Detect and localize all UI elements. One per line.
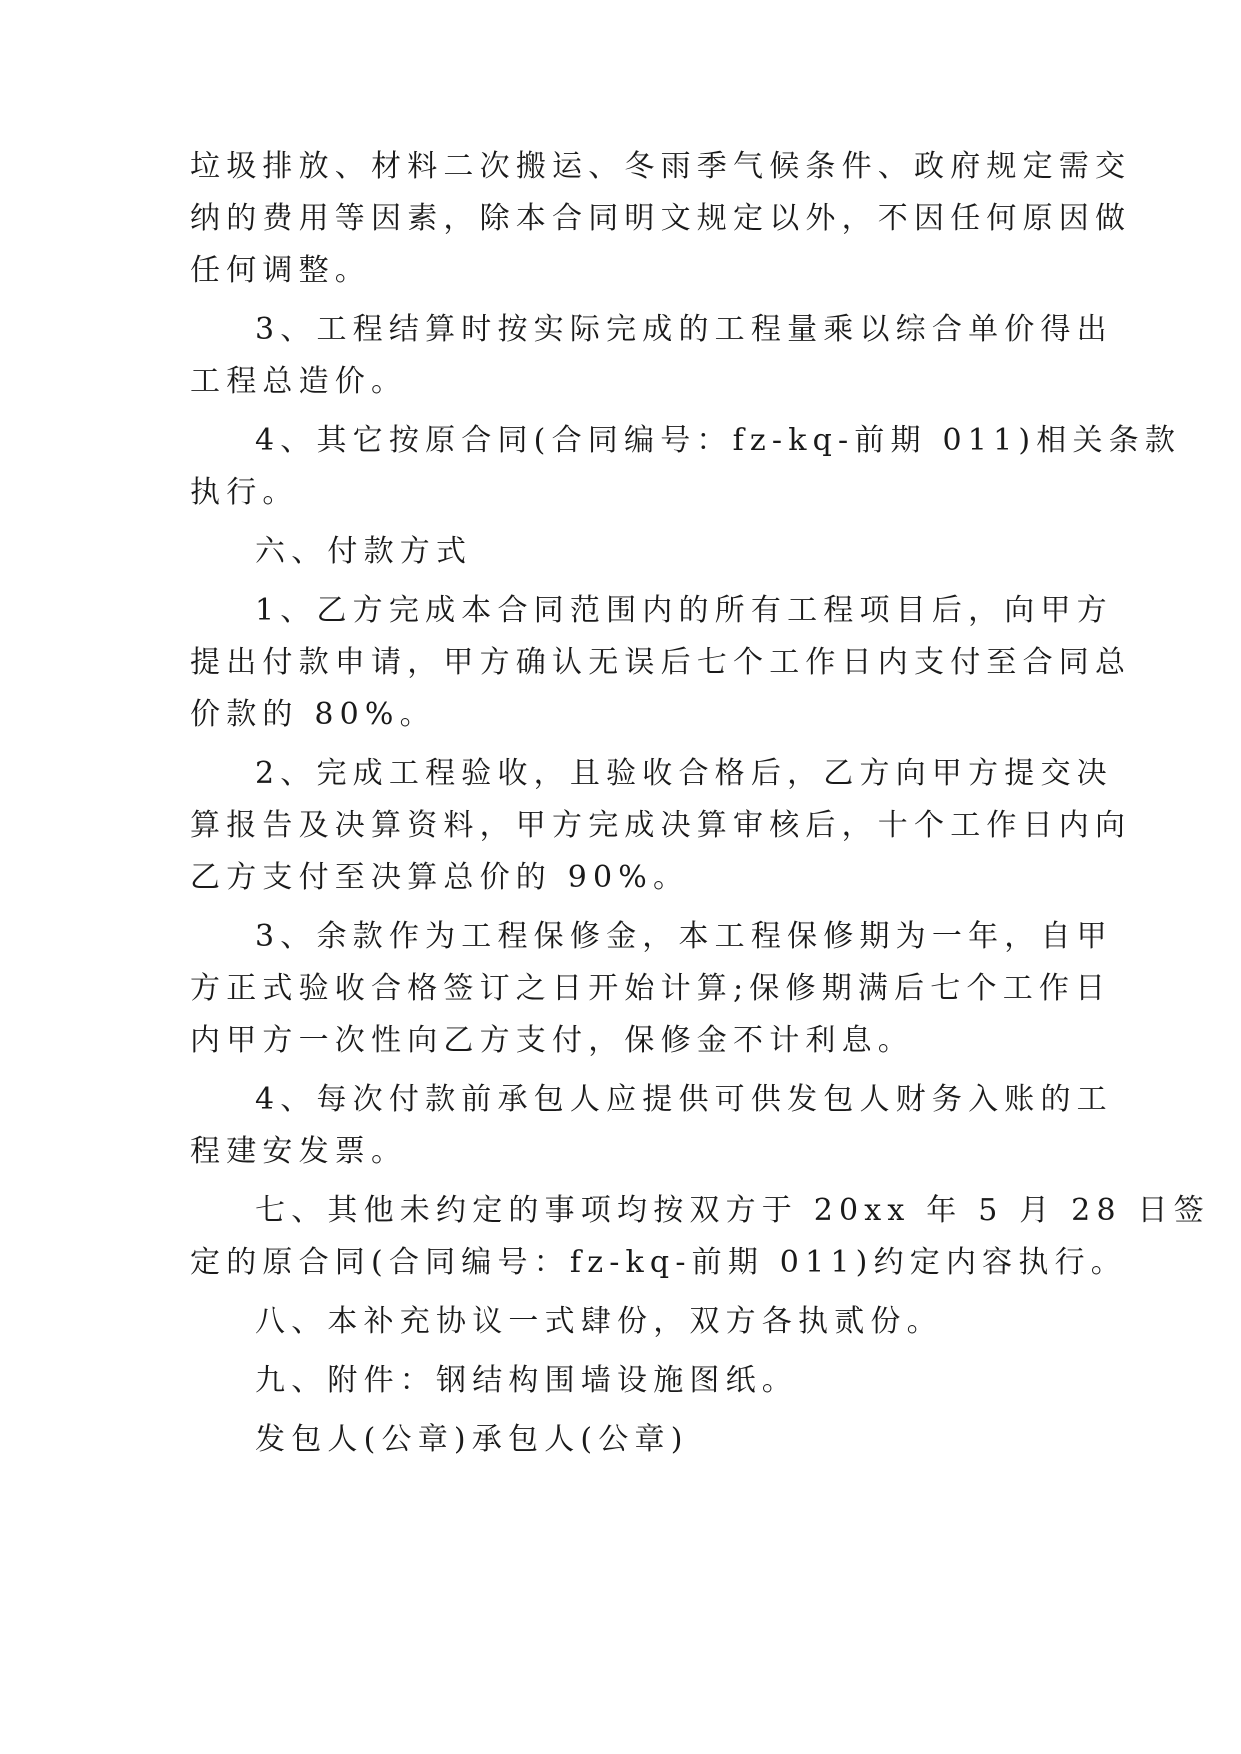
section-heading: 六、付款方式 — [255, 534, 473, 569]
signature-line: 发包人(公章)承包人(公章) — [255, 1422, 689, 1457]
text-line: 内甲方一次性向乙方支付，保修金不计利息。 — [190, 1023, 914, 1058]
text-line: 方正式验收合格签订之日开始计算;保修期满后七个工作日 — [190, 971, 1112, 1006]
text-line: 垃圾排放、材料二次搬运、冬雨季气候条件、政府规定需交 — [190, 149, 1132, 184]
text-line: 算报告及决算资料，甲方完成决算审核后，十个工作日内向 — [190, 808, 1132, 843]
text-line: 4、每次付款前承包人应提供可供发包人财务入账的工 — [255, 1082, 1113, 1117]
text-line: 程建安发票。 — [190, 1134, 408, 1169]
text-line: 提出付款申请，甲方确认无误后七个工作日内支付至合同总 — [190, 645, 1132, 680]
text-line: 价款的 80%。 — [190, 697, 436, 732]
text-line: 1、乙方完成本合同范围内的所有工程项目后，向甲方 — [255, 593, 1113, 628]
text-line: 2、完成工程验收，且验收合格后，乙方向甲方提交决 — [255, 756, 1113, 791]
text-line: 七、其他未约定的事项均按双方于 20xx 年 5 月 28 日签 — [255, 1193, 1210, 1228]
text-line: 八、本补充协议一式肆份，双方各执贰份。 — [255, 1304, 943, 1339]
text-line: 乙方支付至决算总价的 90%。 — [190, 860, 690, 895]
text-line: 纳的费用等因素，除本合同明文规定以外，不因任何原因做 — [190, 201, 1132, 236]
text-line: 定的原合同(合同编号：fz-kq-前期 011)约定内容执行。 — [190, 1245, 1127, 1280]
text-line: 3、余款作为工程保修金，本工程保修期为一年，自甲 — [255, 919, 1113, 954]
text-line: 任何调整。 — [190, 253, 371, 288]
text-line: 执行。 — [190, 475, 299, 510]
text-line: 九、附件：钢结构围墙设施图纸。 — [255, 1363, 798, 1398]
text-line: 3、工程结算时按实际完成的工程量乘以综合单价得出 — [255, 312, 1113, 347]
text-line: 工程总造价。 — [190, 364, 408, 399]
text-line: 4、其它按原合同(合同编号：fz-kq-前期 011)相关条款 — [255, 423, 1182, 458]
